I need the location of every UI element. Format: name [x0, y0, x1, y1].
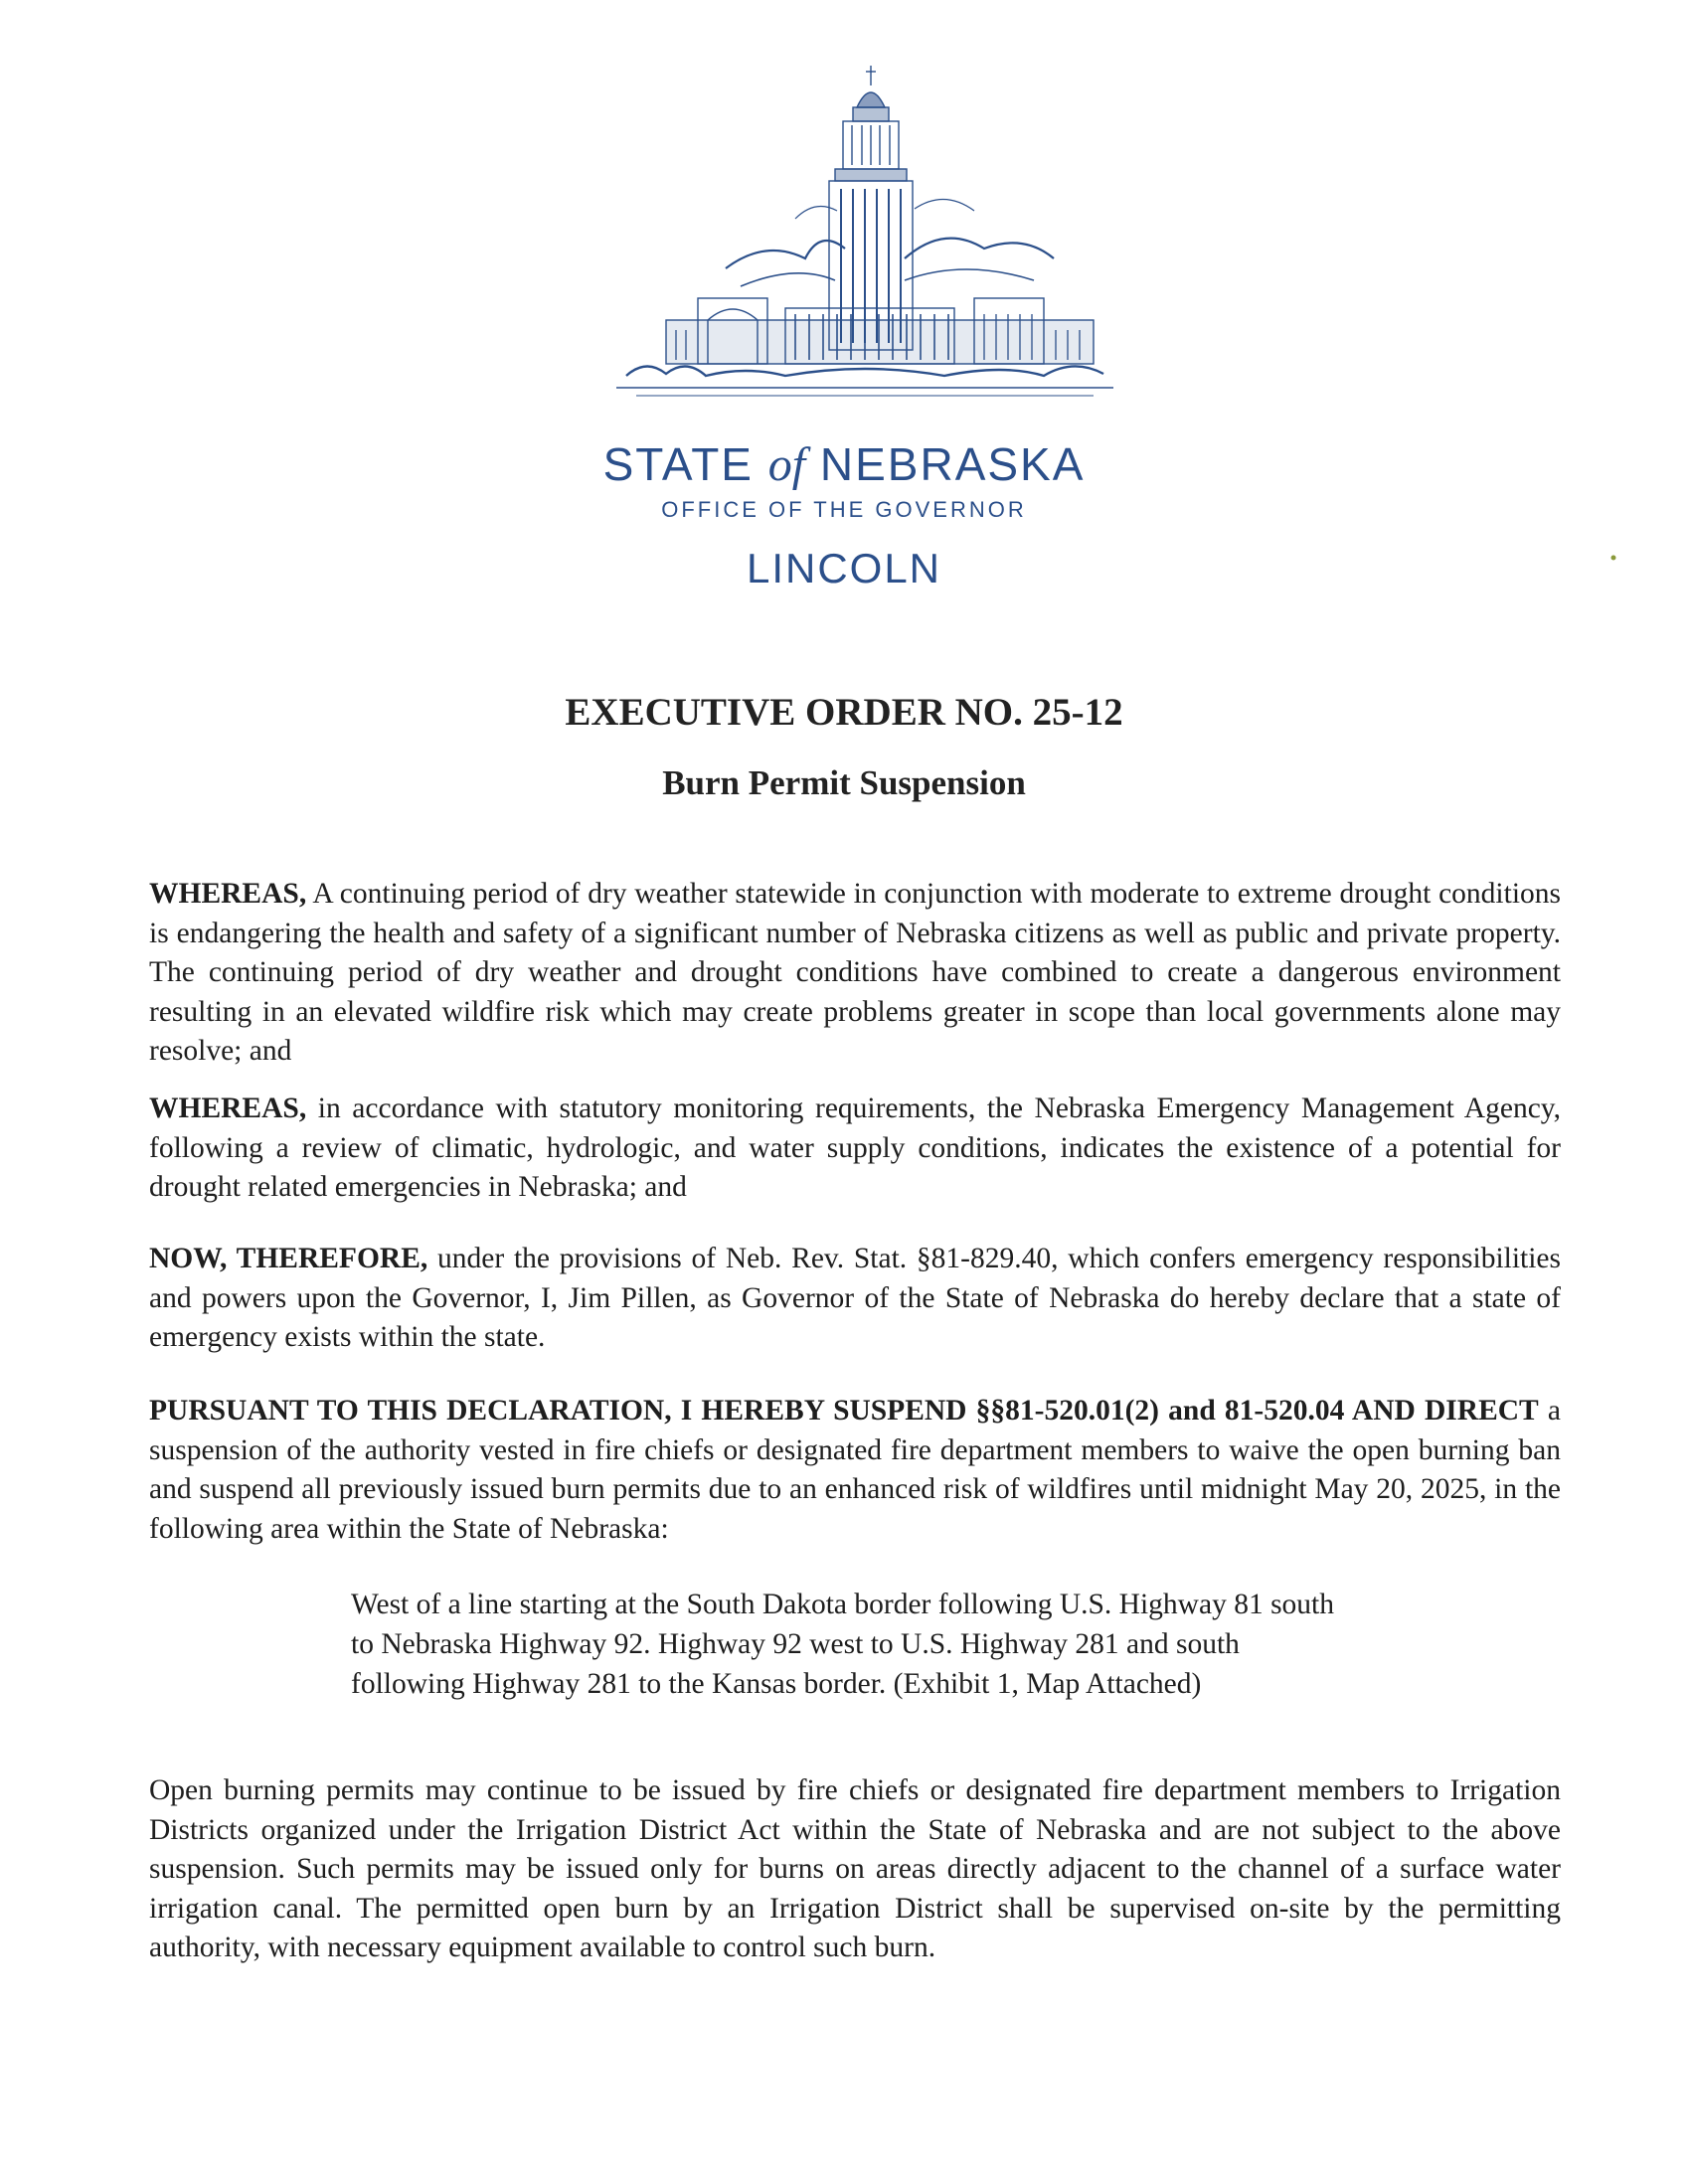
letterhead-state [0, 437, 1688, 492]
paragraph-lead: PURSUANT TO THIS DECLARATION, I HEREBY SUSPEND §§81-520.01(2) and 81-520.04 AND DIRECT [149, 1395, 1539, 1427]
paragraph-text: A continuing period of dry weather statewide in conjunction with moderate to extreme drought conditions is endangering the health and safety of a significant number of Nebraska citizens as well as public and private property. The continuing period of dry weather and drought conditions have combined to create a dangerous environment resulting in an elevated wildfire risk which may create problems greater in scope than local governments alone may resolve; and [149, 878, 1561, 1067]
scan-speck [1608, 553, 1618, 563]
letterhead-city: LINCOLN [746, 545, 942, 591]
paragraph-whereas-1 [149, 875, 1561, 1072]
order-subtitle: Burn Permit Suspension [662, 763, 1026, 802]
paragraph-text: under the provisions of Neb. Rev. Stat. §81-829.40, which confers emergency responsibilities and powers upon the Governor, I, Jim Pillen, as Governor of the State of Nebraska do hereby declare that a state of emergency exists within the state. [149, 1243, 1561, 1353]
letterhead-state-prefix: STATE [602, 438, 768, 490]
paragraph-text: a suspension of the authority vested in fire chiefs or designated fire department members to waive the open burning ban and suspend all previously issued burn permits due to an enhanced risk of wildfires until midnight May 20, 2025, in the following area within the State of Nebraska: [149, 1395, 1561, 1545]
paragraph-area-description: West of a line starting at the South Dakota border following U.S. Highway 81 south to Nebraska Highway 92. Highway 92 west to U.S. Highway 281 and south following Highway 281 to the Kansas border. (Exhibit 1, Map Attached) [351, 1589, 1334, 1700]
paragraph-lead: WHEREAS, [149, 878, 307, 910]
capitol-building-seal [606, 60, 1123, 413]
paragraph-lead: WHEREAS, [149, 1092, 307, 1124]
order-title: EXECUTIVE ORDER NO. 25-12 [565, 691, 1123, 734]
paragraph-whereas-2 [149, 1090, 1561, 1208]
paragraph-irrigation-districts: Open burning permits may continue to be issued by fire chiefs or designated fire department members to Irrigation Districts organized under the Irrigation District Act within the State of Nebraska and are not subject to the above suspension. Such permits may be issued only for burns on areas directly adjacent to the channel of a surface water irrigation canal. The permitted open burn by an Irrigation District shall be supervised on-site by the permitting authority, with necessary equipment available to control such burn. [149, 1774, 1561, 1963]
letterhead-state-suffix: NEBRASKA [805, 438, 1086, 490]
paragraph-pursuant [149, 1392, 1561, 1549]
letterhead-state-of: of [767, 438, 806, 491]
paragraph-now-therefore [149, 1240, 1561, 1358]
letterhead-office: OFFICE OF THE GOVERNOR [661, 497, 1027, 522]
paragraph-lead: NOW, THEREFORE, [149, 1243, 428, 1274]
paragraph-text: in accordance with statutory monitoring requirements, the Nebraska Emergency Management Agency, following a review of climatic, hydrologic, and water supply conditions, indicates the existence of a potential for drought related emergencies in Nebraska; and [149, 1092, 1561, 1203]
